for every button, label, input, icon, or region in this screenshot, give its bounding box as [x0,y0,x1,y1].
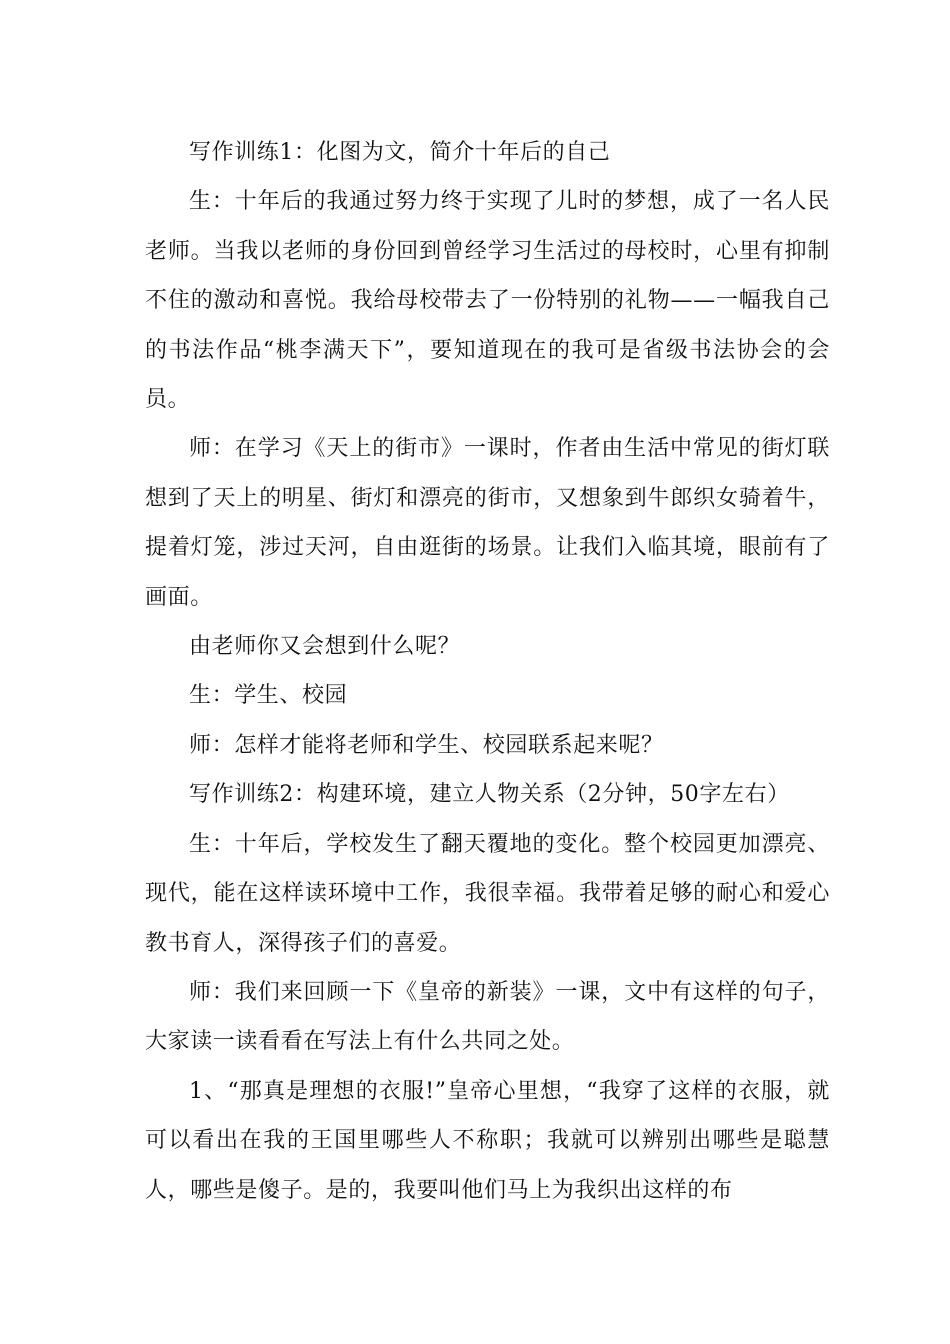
paragraph-student-answer-2: 生：学生、校园 [189,683,348,709]
paragraph-student-answer-1: 生：十年后的我通过努力终于实现了儿时的梦想，成了一名人民老师。当我以老师的身份回到曾经学习生活过的母校时，心里有抑制不住的激动和喜悦。我给母校带去了一份特别的礼物——一幅我自己的书法作品“桃李满天下”，要知道现在的我可是省级书法协会的会员。 [145,189,830,413]
paragraph-writing-exercise-1: 写作训练1：化图为文，简介十年后的自己 [189,140,611,165]
paragraph-teacher-question-2: 师：怎样才能将老师和学生、校园联系起来呢？ [189,732,664,758]
document-body [145,128,830,1215]
paragraph-teacher-comment-1: 师：在学习《天上的街市》一课时，作者由生活中常见的街灯联想到了天上的明星、街灯和漂亮的街市，又想象到牛郎织女骑着牛，提着灯笼，涉过天河，自由逛街的场景。让我们入临其境，眼前有了画面。 [145,436,830,610]
paragraph-student-answer-3: 生：十年后，学校发生了翻天覆地的变化。整个校园更加漂亮、现代，能在这样读环境中工作，我很幸福。我带着足够的耐心和爱心教书育人，深得孩子们的喜爱。 [145,831,830,956]
paragraph-teacher-question: 由老师你又会想到什么呢？ [189,634,461,660]
paragraph-writing-exercise-2: 写作训练2：构建环境，建立人物关系（2分钟，50字左右） [189,782,790,808]
paragraph-teacher-comment-2: 师：我们来回顾一下《皇帝的新装》一课，文中有这样的句子，大家读一读看看在写法上有什么共同之处。 [145,979,830,1055]
paragraph-quote-1: 1、“那真是理想的衣服!”皇帝心里想，“我穿了这样的衣服，就可以看出在我的王国里哪些人不称职；我就可以辨别出哪些是聪慧人，哪些是傻子。是的，我要叫他们马上为我织出这样的布 [145,1078,830,1203]
